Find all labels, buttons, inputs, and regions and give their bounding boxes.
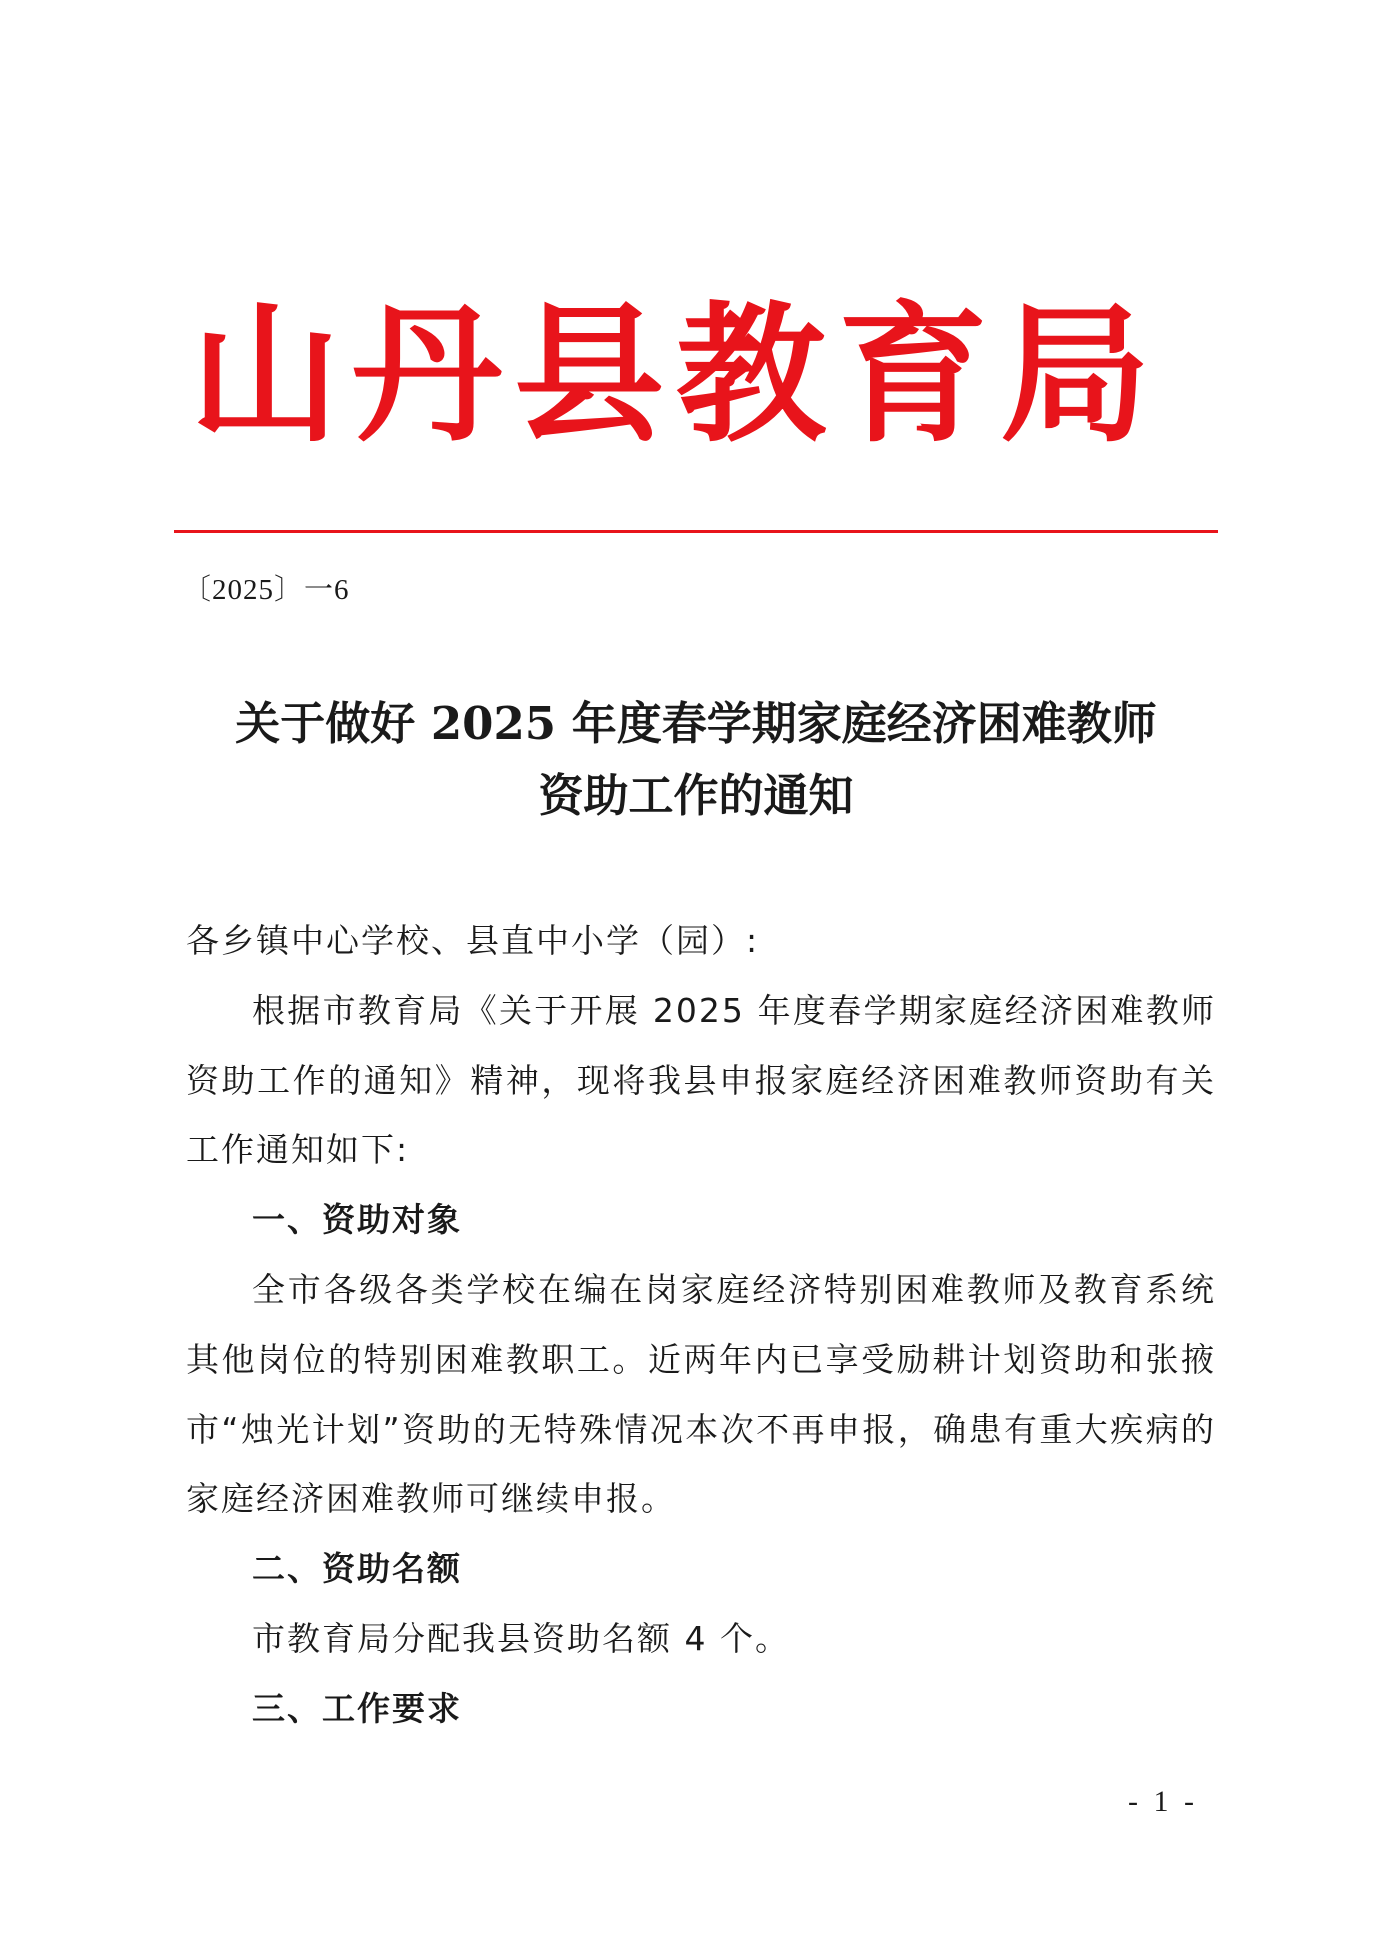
section-paragraph-1: 全市各级各类学校在编在岗家庭经济特别困难教师及教育系统其他岗位的特别困难教职工。近两年内已享受励耕计划资助和张掖市“烛光计划”资助的无特殊情况本次不再申报，确患有重大疾病的家庭经济困难教师可继续申报。 [186, 1269, 1216, 1519]
intro-paragraph: 根据市教育局《关于开展 2025 年度春学期家庭经济困难教师资助工作的通知》精神，现将我县申报家庭经济困难教师资助有关工作通知如下: [186, 990, 1216, 1170]
document-title-line-2: 资助工作的通知 [538, 769, 854, 822]
document-title [174, 688, 1218, 832]
section-heading-2: 二、资助名额 [252, 1549, 462, 1589]
section-heading-3: 三、工作要求 [252, 1688, 462, 1728]
letterhead-red-rule [174, 530, 1218, 533]
page-number: - 1 - [1128, 1785, 1198, 1818]
section-paragraph-2: 市教育局分配我县资助名额 4 个。 [252, 1618, 790, 1658]
section-heading-1: 一、资助对象 [252, 1200, 462, 1240]
letterhead-title: 山丹县教育局 [190, 287, 1163, 463]
salutation: 各乡镇中心学校、县直中小学（园）: [186, 921, 760, 960]
document-title-line-1: 关于做好 2025 年度春学期家庭经济困难教师 [235, 697, 1157, 750]
document-body [186, 906, 1216, 1744]
document-number: 〔2025〕一6 [182, 574, 350, 606]
